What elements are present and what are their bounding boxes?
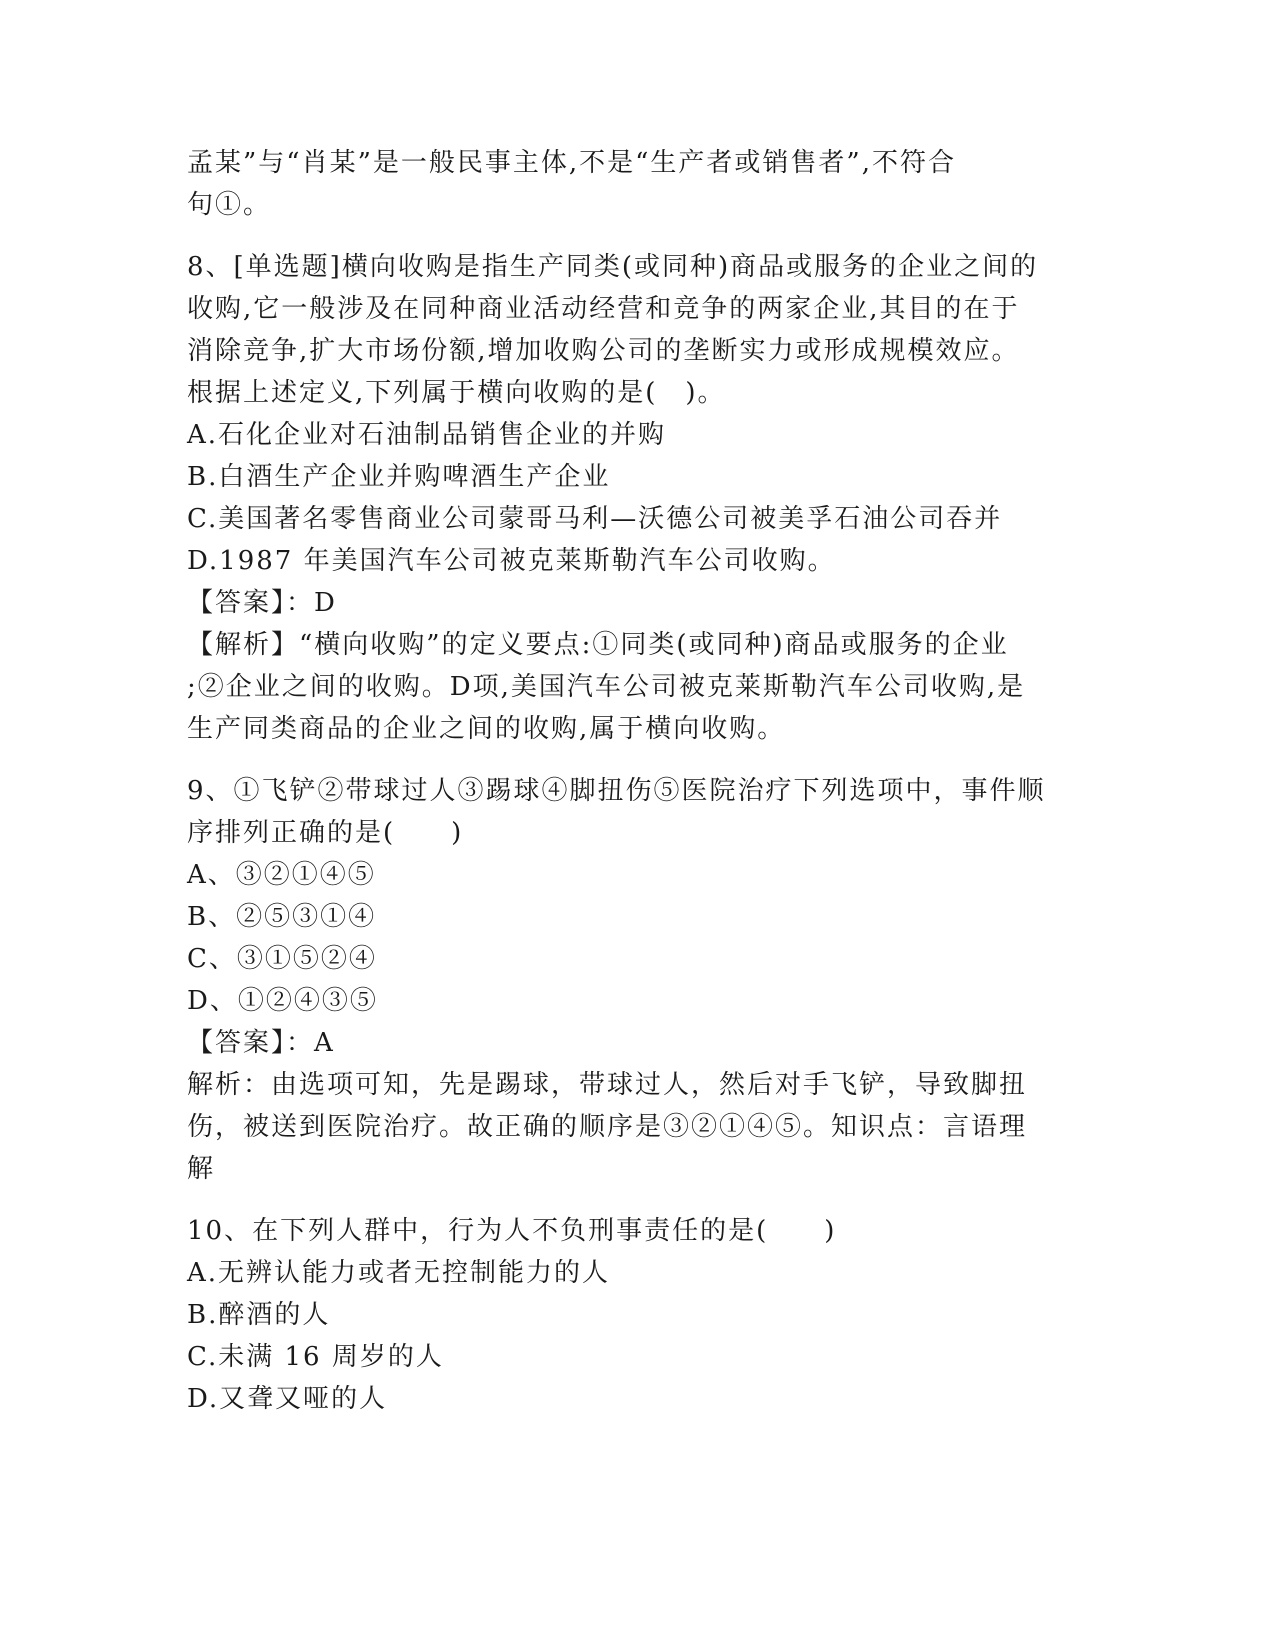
option-a: A、③②①④⑤ xyxy=(187,860,376,890)
analysis-line: ;②企业之间的收购。D项,美国汽车公司被克莱斯勒汽车公司收购,是 xyxy=(187,672,1026,702)
analysis-line: 解 xyxy=(187,1154,216,1184)
option-c: C、③①⑤②④ xyxy=(187,944,377,974)
analysis-line: 伤，被送到医院治疗。故正确的顺序是③②①④⑤。知识点：言语理 xyxy=(187,1112,1028,1142)
option-b: B.醉酒的人 xyxy=(187,1300,331,1330)
answer: 【答案】：A xyxy=(187,1028,335,1058)
option-c: C.美国著名零售商业公司蒙哥马利—沃德公司被美孚石油公司吞并 xyxy=(187,504,1003,534)
option-a: A.无辨认能力或者无控制能力的人 xyxy=(187,1258,611,1288)
option-d: D.又聋又哑的人 xyxy=(187,1384,388,1414)
analysis-line: 生产同类商品的企业之间的收购,属于横向收购。 xyxy=(187,714,786,744)
question-stem-line: 收购,它一般涉及在同种商业活动经营和竞争的两家企业,其目的在于 xyxy=(187,294,1020,324)
option-b: B.白酒生产企业并购啤酒生产企业 xyxy=(187,462,611,492)
question-10 xyxy=(187,1210,1087,1420)
question-9 xyxy=(187,770,1087,1190)
question-8 xyxy=(187,246,1087,750)
question-stem-line: 序排列正确的是( ) xyxy=(187,818,464,848)
option-d: D、①②④③⑤ xyxy=(187,986,378,1016)
intro-line: 孟某”与“肖某”是一般民事主体,不是“生产者或销售者”,不符合 xyxy=(187,148,956,178)
option-d: D.1987 年美国汽车公司被克莱斯勒汽车公司收购。 xyxy=(187,546,836,576)
question-stem-line: 8、[单选题]横向收购是指生产同类(或同种)商品或服务的企业之间的 xyxy=(187,252,1039,282)
question-stem-line: 10、在下列人群中，行为人不负刑事责任的是( ) xyxy=(187,1216,837,1246)
question-stem-line: 9、①飞铲②带球过人③踢球④脚扭伤⑤医院治疗下列选项中，事件顺 xyxy=(187,776,1046,806)
intro-line: 句①。 xyxy=(187,190,272,220)
question-stem-line: 根据上述定义,下列属于横向收购的是( )。 xyxy=(187,378,726,408)
analysis-line: 解析：由选项可知，先是踢球，带球过人，然后对手飞铲，导致脚扭 xyxy=(187,1070,1028,1100)
intro-paragraph xyxy=(187,142,1087,226)
option-c: C.未满 16 周岁的人 xyxy=(187,1342,444,1372)
question-stem-line: 消除竞争,扩大市场份额,增加收购公司的垄断实力或形成规模效应。 xyxy=(187,336,1020,366)
option-b: B、②⑤③①④ xyxy=(187,902,377,932)
analysis-line: 【解析】“横向收购”的定义要点:①同类(或同种)商品或服务的企业 xyxy=(187,630,1009,660)
document-content xyxy=(187,142,1087,1420)
answer: 【答案】：D xyxy=(187,588,337,618)
option-a: A.石化企业对石油制品销售企业的并购 xyxy=(187,420,667,450)
